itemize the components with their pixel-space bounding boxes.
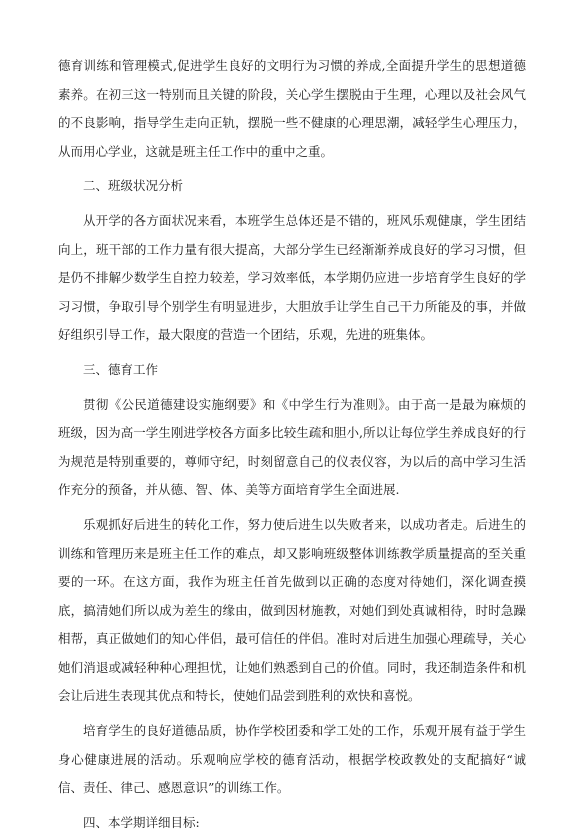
paragraph-moral-quality: 培育学生的良好道德品质，协作学校团委和学工处的工作，乐观开展有益于学生身心健康进展的活动。乐观响应学校的德育活动，根据学校政教处的支配搞好“诚信、责任、律己、感恩意识”的训练工作。 — [58, 723, 526, 796]
paragraph-moral-implement: 贯彻《公民道德建设实施纲要》和《中学生行为准则》。由于高一是最为麻烦的班级，因为高一学生刚进学校各方面多比较生疏和胆小,所以让每位学生养成良好的行为规范是特别重要的，尊师守纪，时刻留意自己的仪表仪容，为以后的高中学习生活作充分的预备，并从德、智、体、美等方面培育学生全面进展. — [58, 396, 526, 498]
section-heading-class-analysis: 二、班级状况分析 — [83, 178, 184, 194]
paragraph-intro: 德育训练和管理模式,促进学生良好的文明行为习惯的养成,全面提升学生的思想道德素养。在初三这一特别而且关键的阶段，关心学生摆脱由于生理，心理以及社会风气的不良影响，指导学生走向正轨，摆脱一些不健康的心理思潮，减轻学生心理压力，从而用心学业，这就是班主任工作中的重中之重。 — [58, 58, 526, 159]
paragraph-class-analysis: 从开学的各方面状况来看，本班学生总体还是不错的，班风乐观健康，学生团结向上，班干部的工作力量有很大提高，大部分学生已经渐渐养成良好的学习习惯，但是仍不排解少数学生自控力较差，学习效率低，本学期仍应进一步培育学生良好的学习习惯，争取引导个别学生有明显进步，大胆放手让学生自己干力所能及的事，并做好组织引导工作，最大限度的营造一个团结，乐观，先进的班集体。 — [58, 212, 526, 343]
section-heading-moral-education: 三、德育工作 — [83, 361, 159, 377]
section-heading-semester-goals: 四、本学期详细目标: — [83, 814, 200, 830]
paragraph-underachiever-work: 乐观抓好后进生的转化工作，努力使后进生以失败者来，以成功者走。后进生的训练和管理历来是班主任工作的难点，却又影响班级整体训练教学质量提高的至关重要的一环。在这方面，我作为班主任首先做到以正确的态度对待她们，深化调查摸底，搞清她们所以成为差生的缘由，做到因材施教，对她们到处真诚相待，时时急躁相帮，真正做她们的知心伴侣，最可信任的伴侣。准时对后进生加强心理疏导，关心她们消退或减轻种种心理担忧，让她们熟悉到自己的价值。同时，我还制造条件和机会让后进生表现其优点和特长，使她们品尝到胜利的欢快和喜悦。 — [58, 516, 526, 704]
